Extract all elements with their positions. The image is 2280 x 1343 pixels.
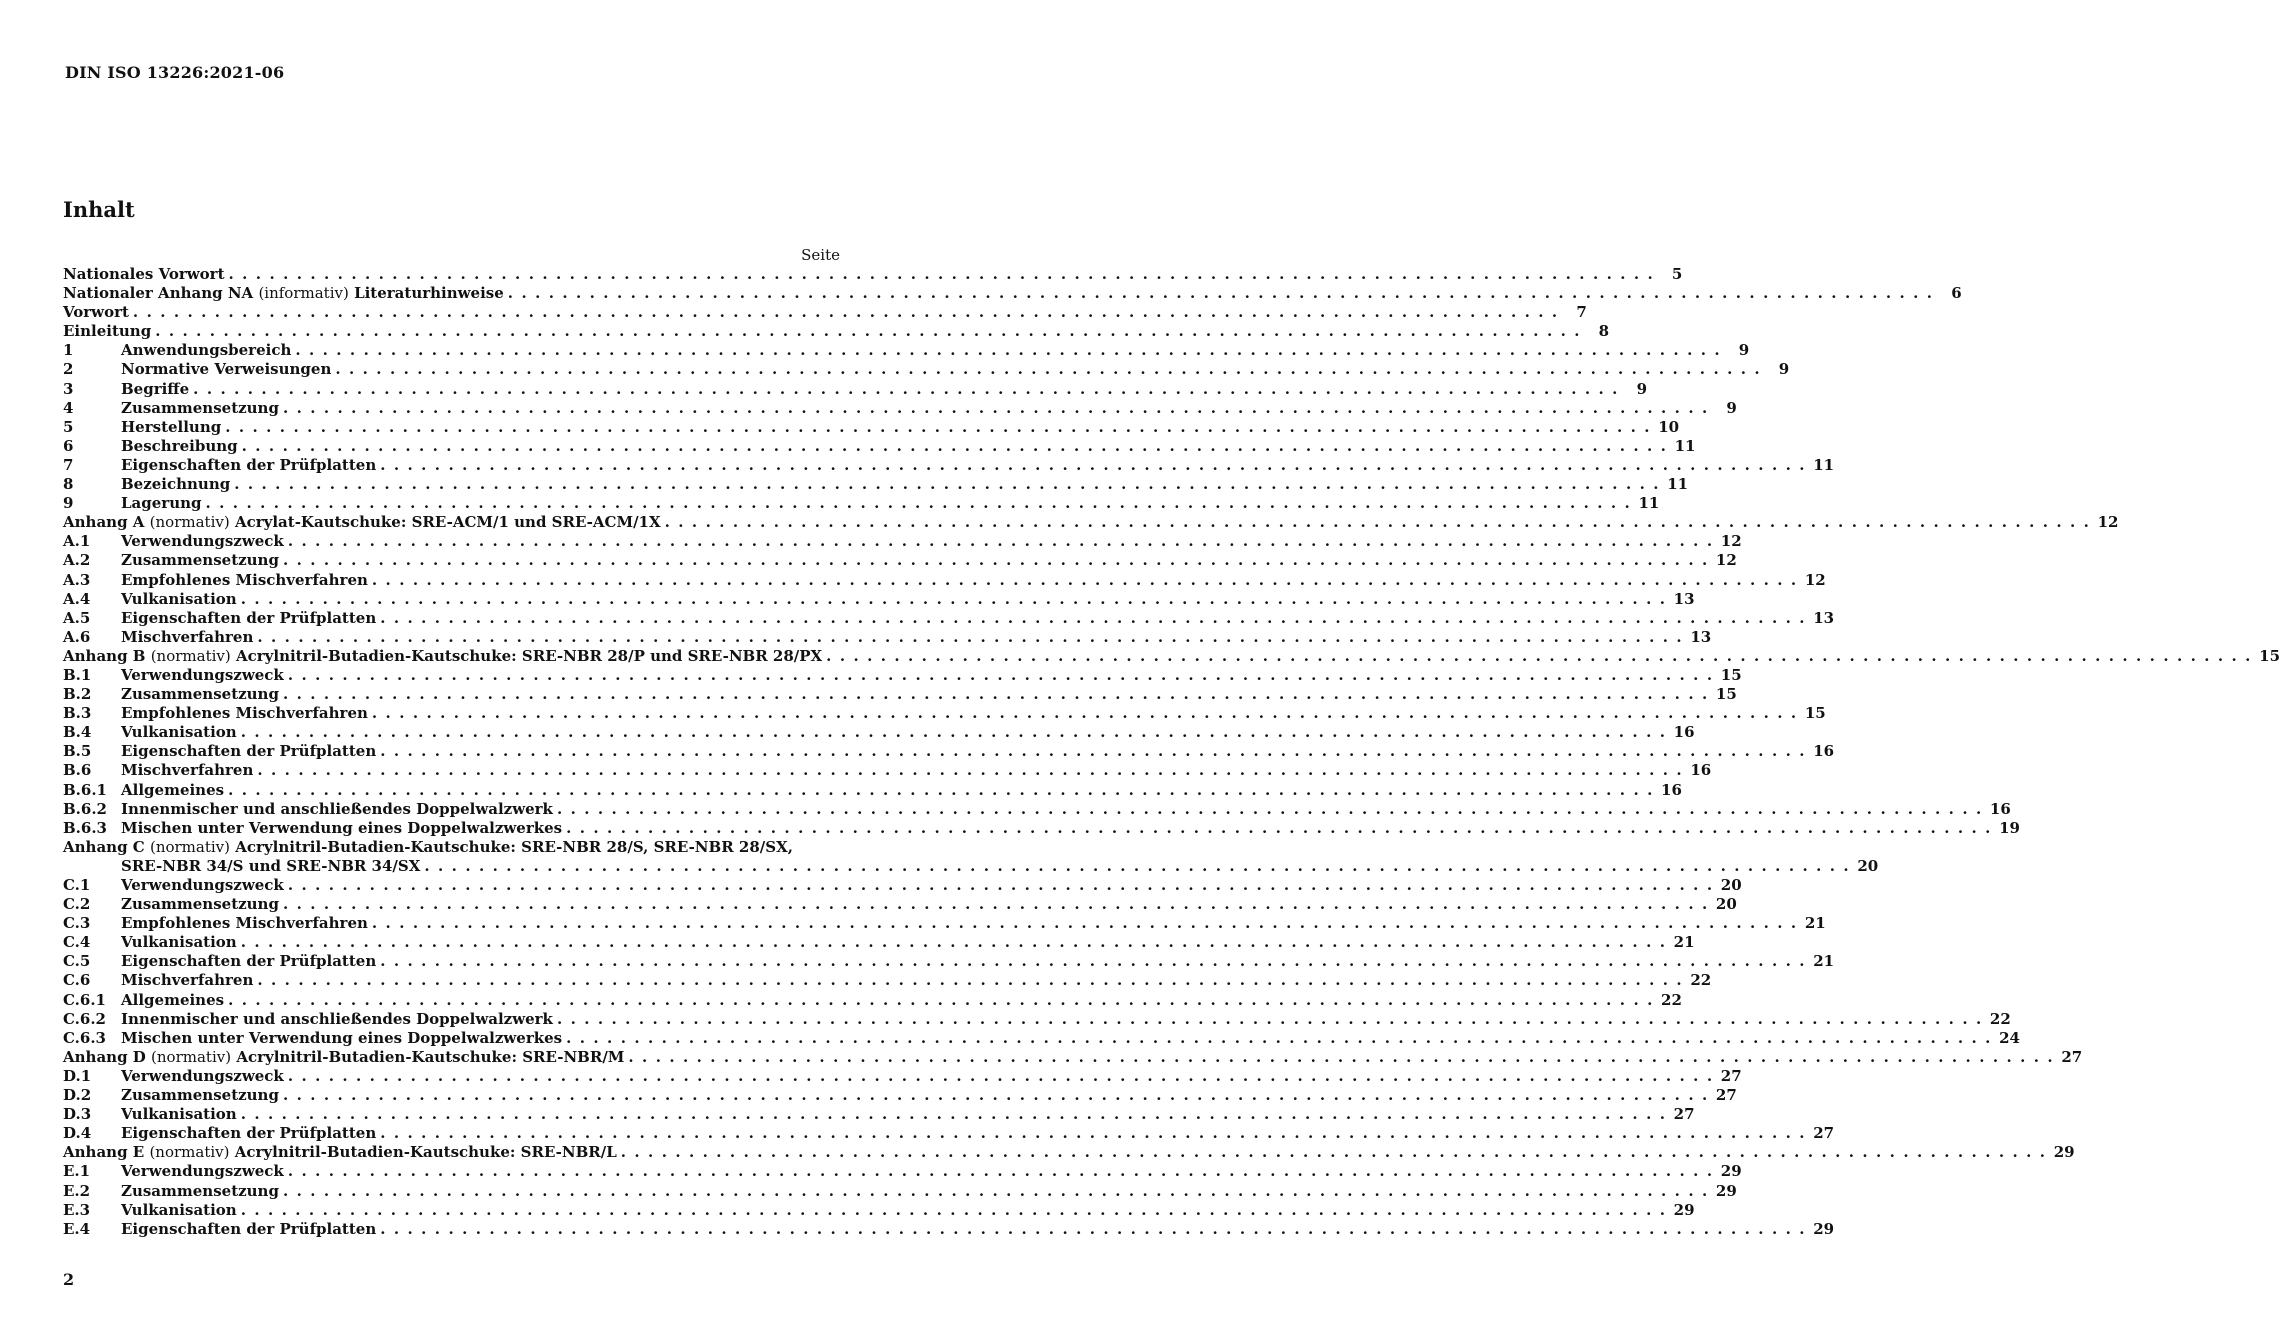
document-id: DIN ISO 13226:2021-06 xyxy=(65,63,285,82)
toc-entry-label: Lagerung xyxy=(121,494,202,513)
toc-entry-label: Allgemeines xyxy=(121,990,225,1009)
toc-entry[interactable] xyxy=(63,780,1682,800)
toc-entry[interactable] xyxy=(63,1028,2020,1048)
toc-entry-number: B.3 xyxy=(63,704,92,723)
toc-annex-title: Acrylat-Kautschuke: SRE-ACM/1 und SRE-ACM/1X xyxy=(234,513,661,532)
toc-entry-label xyxy=(63,838,793,856)
toc-entry-label: Zusammensetzung xyxy=(121,398,279,417)
toc-page-number: 9 xyxy=(1738,341,1750,360)
toc-page-number: 15 xyxy=(1715,685,1737,704)
leader-dots xyxy=(241,723,1667,741)
toc-entry[interactable] xyxy=(63,895,1737,914)
toc-entry[interactable] xyxy=(63,379,1648,399)
leader-dots xyxy=(628,1048,2054,1066)
leader-dots xyxy=(242,437,1668,455)
toc-page-number: 10 xyxy=(1658,417,1680,436)
toc-entry-number: A.2 xyxy=(63,551,91,570)
toc-entry-number: 4 xyxy=(63,398,74,417)
toc-annex-label: Anhang A xyxy=(63,513,145,532)
toc-entry-label xyxy=(63,513,661,531)
toc-entry-label: Mischverfahren xyxy=(121,627,254,646)
toc-page-number: 20 xyxy=(1720,876,1742,894)
leader-dots xyxy=(380,742,1806,760)
toc-entry-label xyxy=(63,1143,617,1161)
leader-dots xyxy=(335,360,1761,378)
leader-dots xyxy=(566,1029,1992,1047)
toc-page-number: 15 xyxy=(2259,646,2280,665)
leader-dots xyxy=(283,1182,1709,1200)
toc-page-number: 27 xyxy=(1673,1105,1695,1124)
toc-entry[interactable] xyxy=(63,685,1737,704)
toc-entry[interactable] xyxy=(63,914,1826,933)
toc-annex-label: Anhang C xyxy=(63,837,145,856)
toc-page-number: 6 xyxy=(1951,284,1962,303)
toc-page-number: 19 xyxy=(1999,818,2020,837)
toc-entry-continuation xyxy=(63,856,1879,876)
toc-entry-label: Zusammensetzung xyxy=(121,551,279,570)
toc-page-number: 12 xyxy=(1715,551,1737,570)
leader-dots xyxy=(566,819,1992,837)
toc-entry-number: E.3 xyxy=(63,1200,91,1219)
toc-page-number: 22 xyxy=(1661,990,1682,1009)
leader-dots xyxy=(228,991,1654,1009)
toc-page-number: 13 xyxy=(1690,627,1712,646)
toc-entry[interactable] xyxy=(63,799,2011,819)
page-title: Inhalt xyxy=(63,197,135,222)
toc-entry-number: A.3 xyxy=(63,570,91,589)
leader-dots xyxy=(288,876,1714,894)
toc-entry[interactable] xyxy=(63,322,1610,341)
toc-annex-label: Anhang E xyxy=(63,1143,145,1162)
toc-entry[interactable] xyxy=(63,284,1962,303)
leader-dots xyxy=(155,322,1581,340)
leader-dots xyxy=(665,513,2091,531)
leader-dots xyxy=(257,971,1683,989)
toc-page-number: 22 xyxy=(1690,971,1712,990)
toc-entry-label xyxy=(63,1048,624,1066)
toc-entry[interactable] xyxy=(63,589,1695,609)
leader-dots xyxy=(295,341,1721,359)
leader-dots xyxy=(380,1220,1806,1238)
toc-entry-number: B.5 xyxy=(63,742,92,761)
toc-entry-number: B.6.3 xyxy=(63,818,107,837)
toc-entry[interactable] xyxy=(63,551,1737,570)
toc-entry-label: Normative Verweisungen xyxy=(121,360,332,379)
toc-entry[interactable] xyxy=(63,1066,1742,1086)
toc-entry-label: Verwendungszweck xyxy=(121,876,284,894)
toc-entry[interactable] xyxy=(63,532,1742,551)
toc-page-number: 20 xyxy=(1857,856,1879,875)
toc-entry-number: D.1 xyxy=(63,1066,92,1085)
toc-entry-number: C.3 xyxy=(63,914,91,933)
toc-page-number: 27 xyxy=(2061,1047,2083,1066)
toc-page-number: 8 xyxy=(1598,322,1610,341)
leader-dots xyxy=(234,475,1660,493)
toc-entry-number: C.2 xyxy=(63,895,91,914)
toc-page-number: 16 xyxy=(1673,723,1695,742)
toc-entry-label: Eigenschaften der Prüfplatten xyxy=(121,1219,377,1238)
toc-entry-number: 8 xyxy=(63,475,74,494)
toc-entry[interactable] xyxy=(63,494,1660,513)
toc-page-number: 29 xyxy=(1813,1219,1835,1238)
toc-entry[interactable] xyxy=(63,1086,1737,1105)
toc-entry-label: Vulkanisation xyxy=(121,589,237,608)
toc-annex-title: Acrylnitril-Butadien-Kautschuke: SRE-NBR/M xyxy=(236,1047,625,1066)
toc-page-number: 9 xyxy=(1726,398,1737,417)
toc-page-number: 9 xyxy=(1636,379,1648,398)
toc-entry[interactable] xyxy=(63,513,2119,532)
toc-annex-qualifier: (normativ) xyxy=(149,837,231,856)
toc-entry-number: B.6 xyxy=(63,761,92,780)
toc-entry[interactable] xyxy=(63,990,1682,1010)
leader-dots xyxy=(241,1201,1667,1219)
toc-entry[interactable] xyxy=(63,455,1835,475)
toc-entry-label: Innenmischer und anschließendes Doppelwalzwerk xyxy=(121,799,553,818)
toc-page-number: 21 xyxy=(1813,952,1835,971)
leader-dots xyxy=(283,1086,1709,1104)
toc-entry-number: 5 xyxy=(63,417,74,436)
toc-entry-label: Einleitung xyxy=(63,322,152,341)
toc-annex-qualifier: (normativ) xyxy=(151,1047,232,1066)
toc-page-number: 12 xyxy=(2097,513,2119,532)
leader-dots xyxy=(241,933,1667,951)
leader-dots xyxy=(380,609,1806,627)
toc-entry-label: Eigenschaften der Prüfplatten xyxy=(121,1124,377,1143)
leader-dots xyxy=(424,857,1850,875)
toc-page-number: 21 xyxy=(1804,914,1826,933)
toc-entry-number: D.3 xyxy=(63,1105,92,1124)
leader-dots xyxy=(557,1010,1983,1028)
toc-entry[interactable] xyxy=(63,876,1742,895)
toc-entry-number: C.5 xyxy=(63,952,91,971)
toc-entry[interactable] xyxy=(63,436,1696,456)
toc-entry-label: Begriffe xyxy=(121,379,190,398)
toc-page-number: 16 xyxy=(1661,780,1682,799)
toc-annex-label: Anhang B xyxy=(63,646,146,665)
toc-entry-label: Vorwort xyxy=(63,303,129,322)
toc-entry[interactable] xyxy=(63,933,1695,952)
toc-entry-number: B.1 xyxy=(63,665,92,684)
toc-entry[interactable] xyxy=(63,838,840,857)
toc-entry-label: Zusammensetzung xyxy=(121,1086,279,1105)
leader-dots xyxy=(621,1143,2047,1161)
toc-entry-label: Zusammensetzung xyxy=(121,1181,279,1200)
leader-dots xyxy=(283,895,1709,913)
toc-page-number: 22 xyxy=(1989,1009,2011,1028)
toc-entry-label: Empfohlenes Mischverfahren xyxy=(121,914,368,933)
toc-entry-number: B.6.1 xyxy=(63,780,107,799)
seite-column-label: Seite xyxy=(801,246,840,264)
toc-page-number: 12 xyxy=(1720,532,1742,551)
toc-entry[interactable] xyxy=(63,475,1689,494)
leader-dots xyxy=(241,590,1667,608)
toc-entry-label: Verwendungszweck xyxy=(121,1162,284,1181)
leader-dots xyxy=(557,800,1983,818)
toc-entry-number: A.6 xyxy=(63,627,91,646)
toc-annex-qualifier: (normativ) xyxy=(150,646,231,665)
leader-dots xyxy=(288,666,1714,684)
toc-page-number: 12 xyxy=(1804,570,1826,589)
toc-entry-label: Empfohlenes Mischverfahren xyxy=(121,704,368,723)
toc-entry-label: Beschreibung xyxy=(121,436,238,455)
toc-entry-number: C.6.3 xyxy=(63,1028,106,1047)
toc-page-number: 29 xyxy=(2053,1143,2075,1162)
toc-entry[interactable] xyxy=(63,1219,1835,1239)
toc-entry-number: C.6.2 xyxy=(63,1009,106,1028)
toc-entry-number: C.4 xyxy=(63,933,91,952)
toc-entry[interactable] xyxy=(63,1200,1695,1220)
leader-dots xyxy=(225,418,1651,436)
toc-entry[interactable] xyxy=(63,742,1835,761)
toc-entry-number: E.2 xyxy=(63,1181,91,1200)
toc-entry[interactable] xyxy=(63,570,1826,590)
toc-page-number: 16 xyxy=(1690,761,1712,780)
toc-entry-label: Anwendungsbereich xyxy=(121,341,292,360)
leader-dots xyxy=(133,303,1559,321)
toc-entry-label: Verwendungszweck xyxy=(121,665,284,684)
toc-entry-number: C.1 xyxy=(63,876,91,894)
toc-page-number: 27 xyxy=(1813,1124,1835,1143)
toc-entry-label: Eigenschaften der Prüfplatten xyxy=(121,742,377,761)
leader-dots xyxy=(826,647,2252,665)
toc-entry[interactable] xyxy=(63,704,1826,723)
toc-entry[interactable] xyxy=(63,952,1835,971)
leader-dots xyxy=(508,284,1934,302)
toc-entry[interactable] xyxy=(63,761,1712,780)
toc-entry[interactable] xyxy=(63,1105,1695,1124)
toc-annex-qualifier: (informativ) xyxy=(258,284,349,303)
toc-entry[interactable] xyxy=(63,723,1695,742)
toc-page-number: 24 xyxy=(1999,1028,2020,1047)
toc-entry-label: Mischverfahren xyxy=(121,971,254,990)
leader-dots xyxy=(193,380,1619,398)
leader-dots xyxy=(283,551,1709,569)
toc-entry-number: B.4 xyxy=(63,723,92,742)
leader-dots xyxy=(257,628,1683,646)
toc-annex-qualifier: (normativ) xyxy=(149,1143,230,1162)
leader-dots xyxy=(257,761,1683,779)
toc-entry[interactable] xyxy=(63,265,1683,284)
toc-entry[interactable] xyxy=(63,971,1712,990)
toc-page-number: 16 xyxy=(1989,799,2011,818)
toc-entry-number: D.2 xyxy=(63,1086,92,1105)
leader-dots xyxy=(283,685,1709,703)
toc-entry-label: Verwendungszweck xyxy=(121,1066,284,1085)
toc-entry-label: Allgemeines xyxy=(121,780,225,799)
toc-page-number: 11 xyxy=(1674,436,1696,455)
toc-entry-number: 9 xyxy=(63,494,74,513)
toc-page-number: 29 xyxy=(1673,1200,1695,1219)
leader-dots xyxy=(228,781,1654,799)
toc-entry-number: 3 xyxy=(63,379,74,398)
toc-entry-number: B.2 xyxy=(63,685,92,704)
toc-annex-title: Literaturhinweise xyxy=(354,284,504,303)
toc-page-number: 21 xyxy=(1673,933,1695,952)
leader-dots xyxy=(241,1105,1667,1123)
toc-entry-number: 7 xyxy=(63,455,74,474)
toc-entry[interactable] xyxy=(63,1162,1742,1181)
leader-dots xyxy=(288,1067,1714,1085)
toc-entry-label: Eigenschaften der Prüfplatten xyxy=(121,608,377,627)
toc-entry[interactable] xyxy=(63,417,1680,437)
toc-entry-number: C.6.1 xyxy=(63,990,106,1009)
toc-entry-number: E.1 xyxy=(63,1162,91,1181)
toc-page-number: 11 xyxy=(1638,494,1660,513)
toc-page-number: 15 xyxy=(1804,704,1826,723)
toc-page-number: 11 xyxy=(1813,455,1835,474)
toc-entry[interactable] xyxy=(63,1143,2075,1162)
toc-entry[interactable] xyxy=(63,665,1742,685)
toc-entry-number: A.4 xyxy=(63,589,91,608)
toc-page-number: 29 xyxy=(1720,1162,1742,1181)
toc-entry[interactable] xyxy=(63,818,2020,838)
toc-entry-label: Vulkanisation xyxy=(121,723,237,742)
toc-entry-label: Mischen unter Verwendung eines Doppelwalzwerkes xyxy=(121,1028,563,1047)
toc-entry-number: 1 xyxy=(63,341,74,360)
toc-entry-label: Zusammensetzung xyxy=(121,895,279,914)
toc-entry-label: Empfohlenes Mischverfahren xyxy=(121,570,368,589)
toc-entry[interactable] xyxy=(63,398,1737,418)
toc-annex-title: Acrylnitril-Butadien-Kautschuke: SRE-NBR 28/P und SRE-NBR 28/PX xyxy=(235,646,823,665)
toc-entry-label: Verwendungszweck xyxy=(121,532,284,551)
toc-entry-number: C.6 xyxy=(63,971,91,990)
toc-entry[interactable] xyxy=(63,608,1835,628)
page-number: 2 xyxy=(63,1270,75,1289)
toc-entry-label: Herstellung xyxy=(121,417,222,436)
toc-entry-label xyxy=(63,284,504,302)
toc-entry-label: Mischen unter Verwendung eines Doppelwalzwerkes xyxy=(121,818,563,837)
leader-dots xyxy=(380,952,1806,970)
toc-entry[interactable] xyxy=(63,627,1712,647)
leader-dots xyxy=(380,456,1806,474)
toc-entry-number: 2 xyxy=(63,360,74,379)
toc-page-number: 15 xyxy=(1720,665,1742,684)
table-of-contents xyxy=(63,265,2280,1239)
toc-page-number: 16 xyxy=(1813,742,1835,761)
toc-entry-number: B.6.2 xyxy=(63,799,107,818)
leader-dots xyxy=(380,1124,1806,1142)
toc-annex-label: Anhang D xyxy=(63,1047,146,1066)
toc-page-number: 20 xyxy=(1715,895,1737,914)
toc-entry-label: Vulkanisation xyxy=(121,1105,237,1124)
leader-dots xyxy=(229,265,1655,283)
leader-dots xyxy=(372,571,1798,589)
toc-entry-label: Vulkanisation xyxy=(121,1200,237,1219)
leader-dots xyxy=(288,1162,1714,1180)
toc-entry-label: Nationales Vorwort xyxy=(63,265,225,283)
toc-entry-label xyxy=(63,647,822,665)
toc-page-number: 13 xyxy=(1673,589,1695,608)
toc-entry-number: D.4 xyxy=(63,1124,92,1143)
toc-entry-label: Eigenschaften der Prüfplatten xyxy=(121,952,377,971)
toc-entry-label: Eigenschaften der Prüfplatten xyxy=(121,455,377,474)
leader-dots xyxy=(283,399,1709,417)
toc-entry[interactable] xyxy=(63,1009,2011,1029)
toc-entry-label: Zusammensetzung xyxy=(121,685,279,704)
toc-entry[interactable] xyxy=(63,1047,2083,1067)
toc-annex-label: Nationaler Anhang NA xyxy=(63,284,254,303)
toc-entry-label: Vulkanisation xyxy=(121,933,237,952)
leader-dots xyxy=(206,494,1632,512)
toc-entry-label: Innenmischer und anschließendes Doppelwalzwerk xyxy=(121,1009,553,1028)
toc-entry-number: E.4 xyxy=(63,1219,91,1238)
toc-entry[interactable] xyxy=(63,341,1750,360)
toc-page-number: 29 xyxy=(1715,1181,1737,1200)
toc-entry[interactable] xyxy=(63,646,2280,666)
leader-dots xyxy=(288,532,1714,550)
toc-annex-title: Acrylnitril-Butadien-Kautschuke: SRE-NBR/L xyxy=(234,1143,617,1162)
toc-entry-label: SRE-NBR 34/S und SRE-NBR 34/SX xyxy=(121,856,421,875)
leader-dots xyxy=(372,704,1798,722)
toc-annex-qualifier: (normativ) xyxy=(149,513,230,532)
toc-entry-number: 6 xyxy=(63,436,74,455)
toc-annex-title: Acrylnitril-Butadien-Kautschuke: SRE-NBR 28/S, SRE-NBR 28/SX, xyxy=(235,837,793,856)
toc-page-number: 11 xyxy=(1667,475,1689,494)
toc-entry[interactable] xyxy=(63,1124,1835,1143)
toc-entry[interactable] xyxy=(63,303,1587,322)
toc-page-number: 5 xyxy=(1671,265,1683,283)
toc-page-number: 9 xyxy=(1778,360,1790,379)
toc-entry-number: A.5 xyxy=(63,608,91,627)
toc-entry-label: Bezeichnung xyxy=(121,475,231,494)
toc-page-number: 7 xyxy=(1576,303,1587,322)
toc-entry-label: Mischverfahren xyxy=(121,761,254,780)
toc-entry[interactable] xyxy=(63,1181,1737,1201)
toc-entry-number: A.1 xyxy=(63,532,91,551)
toc-page-number: 27 xyxy=(1715,1086,1737,1105)
leader-dots xyxy=(372,914,1798,932)
toc-page-number: 13 xyxy=(1813,608,1835,627)
toc-page-number: 27 xyxy=(1720,1066,1742,1085)
toc-entry[interactable] xyxy=(63,360,1790,379)
